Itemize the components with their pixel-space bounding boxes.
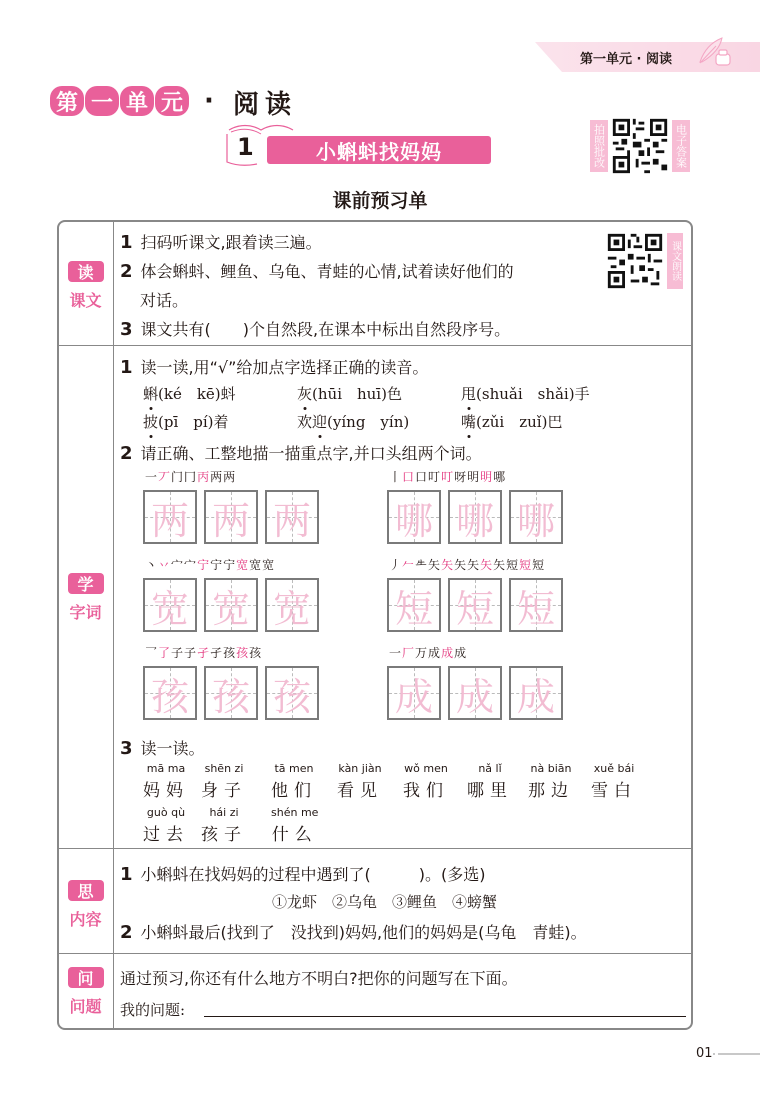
tracing-cell[interactable] <box>265 578 319 632</box>
tracing-char: 宽 <box>272 586 311 631</box>
stroke-step: 口 <box>402 470 416 484</box>
item-text: 读一读,用“√”给加点字选择正确的读音。 <box>140 358 429 377</box>
stroke-step: 一 <box>145 470 159 484</box>
word-pinyin: xuě bái <box>593 762 635 775</box>
word-hanzi: 那边 <box>528 781 574 801</box>
tracing-cell[interactable] <box>448 578 502 632</box>
running-title: 第一单元 · 阅读 <box>580 52 672 67</box>
item-text: 请正确、工整地描一描重点字,并口头组两个词。 <box>140 444 482 463</box>
tracing-cell[interactable] <box>448 490 502 544</box>
answer-qr-block[interactable] <box>590 116 694 176</box>
pinyin-choice-row <box>461 383 590 404</box>
section-name: 课文 <box>69 291 102 310</box>
tracing-char: 成 <box>516 674 555 719</box>
section-badge: 问 <box>68 967 104 988</box>
pinyin-word <box>403 762 449 801</box>
learn-question-2 <box>120 441 482 464</box>
qr-code-icon[interactable] <box>605 231 665 291</box>
stroke-step: 孑 <box>210 646 224 660</box>
stroke-step: 呀 <box>454 470 468 484</box>
think-question-1 <box>120 862 486 885</box>
ask-prompt: 通过预习,你还有什么地方不明白?把你的问题写在下面。 <box>120 969 518 988</box>
stroke-step: 𠂒 <box>415 558 429 572</box>
stroke-step: 一 <box>389 646 403 660</box>
stroke-step: 孩 <box>223 646 237 660</box>
tracing-char: 孩 <box>150 674 189 719</box>
stroke-step: 𠂉 <box>402 558 416 572</box>
read-item-2 <box>120 259 514 282</box>
tracing-char: 成 <box>455 674 494 719</box>
pinyin-options: (shuǎi shǎi)手 <box>476 385 590 403</box>
unit-title-badges <box>50 86 189 116</box>
tracing-cell[interactable] <box>387 666 441 720</box>
think-question-2 <box>120 920 587 943</box>
stroke-step: 宁 <box>197 558 211 572</box>
qr-label-left: 拍照批改 <box>590 120 608 172</box>
plain-char: 欢 <box>297 413 313 431</box>
word-pinyin: shēn zi <box>204 762 244 775</box>
section-label-learn <box>58 573 113 623</box>
dotted-char: 嘴 <box>461 413 477 431</box>
dotted-char: 灰 <box>297 385 313 403</box>
stroke-step: 孩 <box>249 646 263 660</box>
word-hanzi: 看见 <box>337 781 383 801</box>
tracing-char: 短 <box>455 586 494 631</box>
item-number: 2 <box>120 261 133 282</box>
stroke-step: 子 <box>184 646 198 660</box>
item-number: 1 <box>120 864 133 885</box>
learn-question-1 <box>120 355 428 378</box>
tracing-cell[interactable] <box>265 666 319 720</box>
item-text: 小蝌蚪最后(找到了 没找到)妈妈,他们的妈妈是(乌龟 青蛙)。 <box>140 923 587 942</box>
qr-label-reading: 课文朗读 <box>667 233 683 289</box>
tracing-cell[interactable] <box>509 578 563 632</box>
stroke-order-sequence <box>145 468 236 485</box>
stroke-step: 孩 <box>236 646 250 660</box>
answer-label: 我的问题: <box>120 1001 186 1019</box>
tracing-cell[interactable] <box>387 578 441 632</box>
pinyin-word <box>201 762 247 801</box>
item-text: 小蝌蚪在找妈妈的过程中遇到了( )。(多选) <box>140 865 486 884</box>
stroke-order-sequence <box>389 556 545 573</box>
word-hanzi: 什么 <box>271 825 318 845</box>
pinyin-choice-row <box>297 383 402 404</box>
read-item-2-cont: 对话。 <box>140 291 189 310</box>
stroke-step: 矢 <box>480 558 494 572</box>
page-decoration <box>713 1053 715 1055</box>
stroke-step: 子 <box>171 646 185 660</box>
stroke-order-sequence <box>145 556 275 573</box>
stroke-step: 冂 <box>184 470 198 484</box>
word-pinyin: shén me <box>271 806 319 819</box>
stroke-order-sequence <box>389 468 506 485</box>
word-pinyin: guò qù <box>146 806 186 819</box>
pinyin-word <box>271 806 318 845</box>
word-pinyin: kàn jiàn <box>338 762 382 775</box>
unit-subject: 阅读 <box>233 90 298 120</box>
stroke-step: 宁 <box>223 558 237 572</box>
stroke-step: 矢 <box>428 558 442 572</box>
stroke-step: 丆 <box>158 470 172 484</box>
pinyin-choice[interactable] <box>461 385 590 403</box>
word-pinyin: mā ma <box>146 762 186 775</box>
think-options: ①龙虾 ②乌龟 ③鲤鱼 ④螃蟹 <box>272 893 498 911</box>
dotted-char: 蝌 <box>143 385 159 403</box>
stroke-step: 矢 <box>493 558 507 572</box>
stroke-step: 万 <box>415 646 429 660</box>
stroke-step: 门 <box>171 470 185 484</box>
tracing-cell[interactable] <box>204 578 258 632</box>
tracing-cell[interactable] <box>387 490 441 544</box>
tracing-cell[interactable] <box>448 666 502 720</box>
stroke-step: 宀 <box>171 558 185 572</box>
unit-badge-char: 元 <box>155 86 189 116</box>
page-decoration <box>718 1053 760 1055</box>
stroke-step: 叮 <box>441 470 455 484</box>
lesson-title: 小蝌蚪找妈妈 <box>316 139 442 164</box>
tracing-cell[interactable] <box>509 490 563 544</box>
pinyin-choice[interactable] <box>143 413 229 431</box>
stroke-step: 矢 <box>467 558 481 572</box>
stroke-step: 短 <box>532 558 546 572</box>
pinyin-choice-row <box>143 411 229 432</box>
tracing-grid-row <box>387 578 563 632</box>
word-hanzi: 身子 <box>201 781 247 801</box>
unit-separator: · <box>204 86 214 116</box>
item-number: 3 <box>120 738 133 759</box>
stroke-step: 丨 <box>389 470 403 484</box>
item-text: 扫码听课文,跟着读三遍。 <box>140 233 322 252</box>
stroke-step: 宽 <box>249 558 263 572</box>
word-pinyin: tā men <box>274 762 314 775</box>
stroke-step: 宀 <box>184 558 198 572</box>
stroke-step: 成 <box>454 646 468 660</box>
section-name: 内容 <box>69 910 102 929</box>
item-text: 体会蝌蚪、鲤鱼、乌龟、青蛙的心情,试着读好他们的 <box>140 262 514 281</box>
dotted-char: 迎 <box>312 413 328 431</box>
stroke-step: 宽 <box>236 558 250 572</box>
item-text: 课文共有( )个自然段,在课本中标出自然段序号。 <box>140 320 511 339</box>
section-label-ask <box>58 967 113 1017</box>
tracing-grid-row <box>387 490 563 544</box>
tracing-cell[interactable] <box>143 578 197 632</box>
stroke-step: 哪 <box>493 470 507 484</box>
tracing-grid-row <box>143 490 319 544</box>
section-badge: 学 <box>68 573 104 594</box>
pinyin-choice[interactable] <box>461 413 562 431</box>
tracing-char: 短 <box>394 586 433 631</box>
column-divider <box>113 221 114 1029</box>
word-hanzi: 雪白 <box>591 781 637 801</box>
stroke-step: 丶 <box>145 558 159 572</box>
stroke-step: 两 <box>223 470 237 484</box>
word-pinyin: nǎ lǐ <box>478 762 502 775</box>
stroke-step: 叮 <box>428 470 442 484</box>
tracing-char: 哪 <box>394 498 433 543</box>
tracing-char: 宽 <box>211 586 250 631</box>
qr-label-right: 电子答案 <box>672 120 690 172</box>
stroke-step: 成 <box>441 646 455 660</box>
pinyin-choice[interactable] <box>297 413 409 431</box>
pinyin-options: (hūi huī)色 <box>312 385 402 403</box>
pinyin-word <box>201 806 247 845</box>
pinyin-options: (pī pí)着 <box>158 413 229 431</box>
pinyin-word <box>337 762 383 801</box>
stroke-step: 乛 <box>145 646 159 660</box>
page-number: 01 <box>696 1046 713 1061</box>
stroke-step: 明 <box>467 470 481 484</box>
pinyin-word <box>591 762 637 801</box>
stroke-step: 了 <box>158 646 172 660</box>
word-hanzi: 哪里 <box>467 781 513 801</box>
item-text: 读一读。 <box>140 739 205 758</box>
qr-code-icon[interactable] <box>610 116 670 176</box>
pinyin-word <box>528 762 574 801</box>
tracing-grid-row <box>387 666 563 720</box>
stroke-step: 明 <box>480 470 494 484</box>
section-label-read <box>58 261 113 311</box>
tracing-grid-row <box>143 666 319 720</box>
tracing-char: 孩 <box>272 674 311 719</box>
row-divider <box>58 848 692 849</box>
stroke-step: 短 <box>506 558 520 572</box>
pinyin-choice-row <box>143 383 236 404</box>
stroke-step: 厂 <box>402 646 416 660</box>
unit-badge-char: 第 <box>50 86 84 116</box>
read-item-3 <box>120 317 510 340</box>
tracing-char: 两 <box>150 498 189 543</box>
pinyin-word <box>143 762 189 801</box>
dotted-char: 甩 <box>461 385 477 403</box>
section-label-think <box>58 880 113 930</box>
stroke-step: 宽 <box>262 558 276 572</box>
item-number: 3 <box>120 319 133 340</box>
stroke-step: 矢 <box>454 558 468 572</box>
section-badge: 读 <box>68 261 104 282</box>
tracing-cell[interactable] <box>204 666 258 720</box>
stroke-step: 成 <box>428 646 442 660</box>
section-badge: 思 <box>68 880 104 901</box>
pinyin-choice[interactable] <box>297 385 402 403</box>
word-pinyin: wǒ men <box>404 762 448 775</box>
row-divider <box>58 953 692 954</box>
item-number: 1 <box>120 232 133 253</box>
word-pinyin: hái zi <box>209 806 239 819</box>
tracing-char: 孩 <box>211 674 250 719</box>
tracing-cell[interactable] <box>204 490 258 544</box>
tracing-char: 宽 <box>150 586 189 631</box>
item-number: 1 <box>120 357 133 378</box>
item-number: 2 <box>120 443 133 464</box>
pinyin-options: (ké kē)蚪 <box>158 385 236 403</box>
tracing-cell[interactable] <box>509 666 563 720</box>
word-pinyin: nà biān <box>530 762 572 775</box>
stroke-step: 口 <box>415 470 429 484</box>
feather-inkpot-icon <box>694 36 734 68</box>
unit-badge-char: 一 <box>85 86 119 116</box>
tracing-char: 两 <box>272 498 311 543</box>
worksheet-subtitle: 课前预习单 <box>332 190 428 212</box>
pinyin-choice[interactable] <box>143 385 236 403</box>
stroke-order-sequence <box>145 644 262 661</box>
read-item-1 <box>120 230 322 253</box>
section-name: 字词 <box>69 603 102 622</box>
dotted-char: 披 <box>143 413 159 431</box>
pinyin-choice-row <box>461 411 562 432</box>
word-hanzi: 妈妈 <box>143 781 189 801</box>
section-name: 问题 <box>69 997 102 1016</box>
word-hanzi: 我们 <box>403 781 449 801</box>
tracing-cell[interactable] <box>143 490 197 544</box>
pinyin-options: (yíng yín) <box>327 413 410 431</box>
answer-input-line[interactable] <box>204 1016 686 1017</box>
pinyin-choice-row <box>297 411 409 432</box>
tracing-char: 哪 <box>516 498 555 543</box>
stroke-step: 两 <box>210 470 224 484</box>
word-hanzi: 他们 <box>271 781 317 801</box>
row-divider <box>58 345 692 346</box>
lesson-number: 1 <box>237 133 254 161</box>
tracing-cell[interactable] <box>143 666 197 720</box>
pinyin-word <box>271 762 317 801</box>
learn-question-3 <box>120 736 205 759</box>
stroke-order-sequence <box>389 644 467 661</box>
stroke-step: 丿 <box>389 558 403 572</box>
pinyin-word <box>467 762 513 801</box>
tracing-cell[interactable] <box>265 490 319 544</box>
tracing-char: 两 <box>211 498 250 543</box>
tracing-char: 短 <box>516 586 555 631</box>
word-hanzi: 孩子 <box>201 825 247 845</box>
stroke-step: 丷 <box>158 558 172 572</box>
tracing-char: 哪 <box>455 498 494 543</box>
stroke-step: 短 <box>519 558 533 572</box>
stroke-step: 矢 <box>441 558 455 572</box>
stroke-step: 丙 <box>197 470 211 484</box>
pinyin-word <box>143 806 189 845</box>
tracing-grid-row <box>143 578 319 632</box>
tracing-char: 成 <box>394 674 433 719</box>
reading-qr-block[interactable] <box>605 231 687 291</box>
stroke-step: 宁 <box>210 558 224 572</box>
item-number: 2 <box>120 922 133 943</box>
unit-badge-char: 单 <box>120 86 154 116</box>
stroke-step: 孑 <box>197 646 211 660</box>
word-hanzi: 过去 <box>143 825 189 845</box>
pinyin-options: (zǔi zuǐ)巴 <box>476 413 563 431</box>
